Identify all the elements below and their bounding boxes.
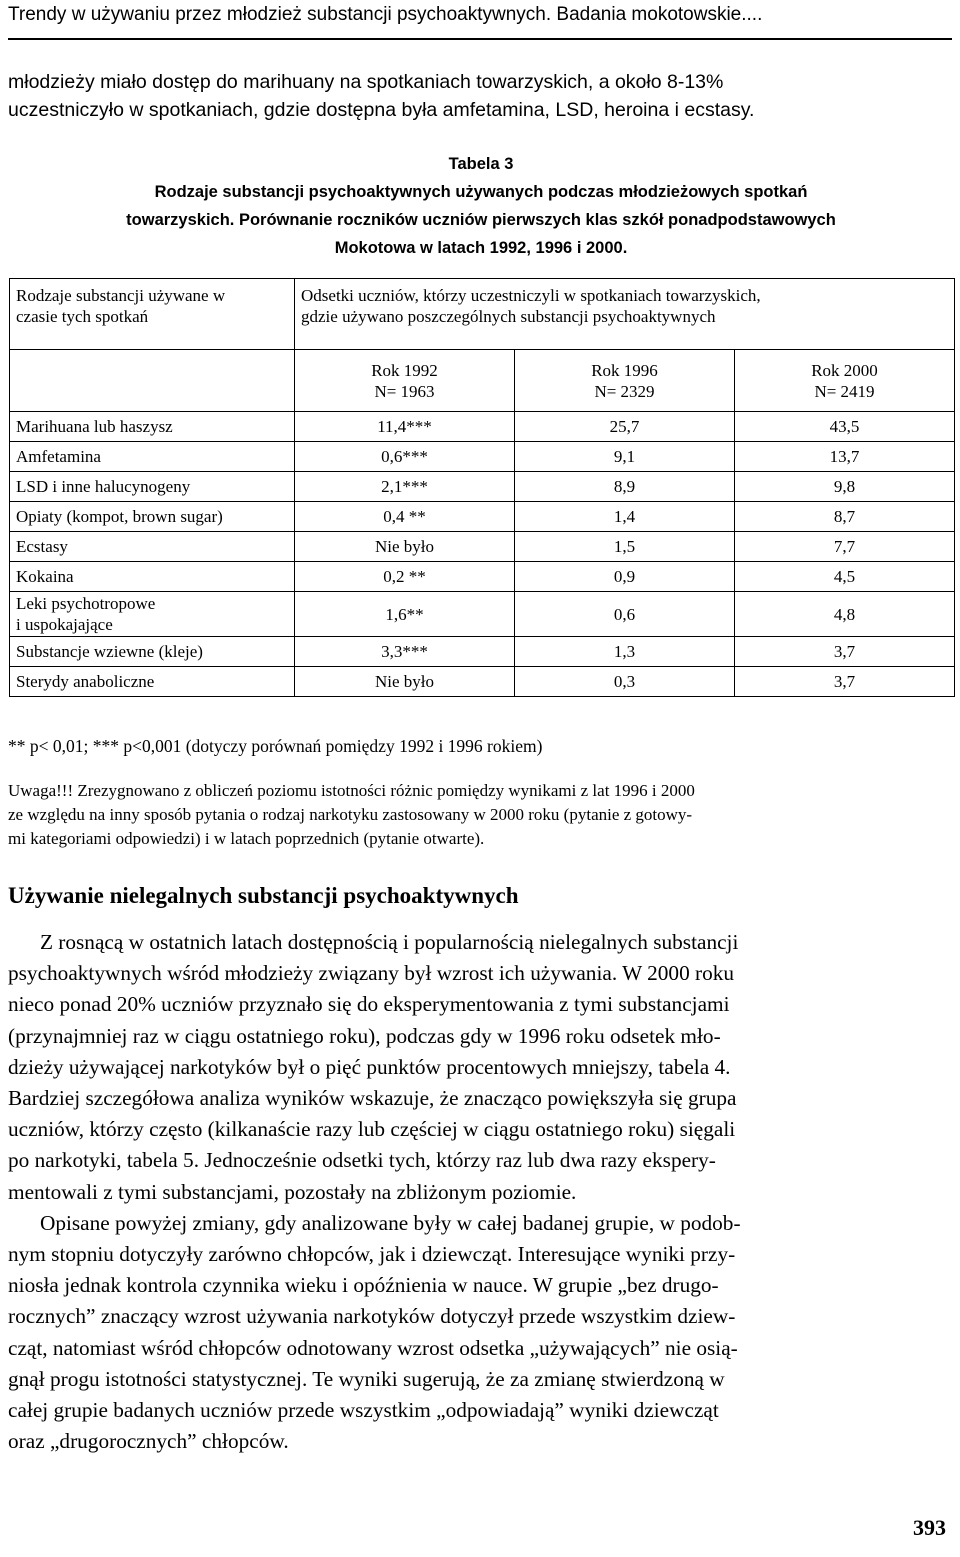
table-row [10, 562, 955, 592]
first-column-header [10, 279, 295, 350]
running-header: Trendy w używaniu przez młodzież substancji psychoaktywnych. Badania mokotowskie.... [8, 4, 763, 25]
body-line: Opisane powyżej zmiany, gdy analizowane były w całej badanej grupie, w podob- [8, 1210, 741, 1235]
substance-name: Amfetamina [10, 442, 295, 472]
value-1996: 0,9 [515, 562, 735, 592]
year-header-1996 [515, 350, 735, 412]
body-line: nieco ponad 20% uczniów przyznało się do eksperymentowania z tymi substancjami [8, 992, 730, 1017]
year-label: Rok 2000 [811, 360, 878, 380]
value-2000: 4,5 [735, 562, 955, 592]
value-2000: 43,5 [735, 412, 955, 442]
year-label: Rok 1992 [371, 360, 438, 380]
table-caption [8, 150, 954, 262]
sample-size: N= 2419 [814, 381, 875, 401]
value-1996: 0,3 [515, 667, 735, 697]
note-line: ze względu na inny sposób pytania o rodzaj narkotyku zastosowany w 2000 roku (pytanie z gotowy- [8, 805, 693, 824]
substance-name: Marihuana lub haszysz [10, 412, 295, 442]
substance-name: Sterydy anaboliczne [10, 667, 295, 697]
value-2000: 9,8 [735, 472, 955, 502]
value-2000: 7,7 [735, 532, 955, 562]
body-line: niosła jednak kontrola czynnika wieku i opóźnienia w nauce. W grupie „bez drugo- [8, 1273, 719, 1298]
table-header-row [10, 279, 955, 350]
intro-line: uczestniczyło w spotkaniach, gdzie dostępna była amfetamina, LSD, heroina i ecstasy. [8, 99, 755, 121]
substance-name: LSD i inne halucynogeny [10, 472, 295, 502]
value-2000: 3,7 [735, 637, 955, 667]
sample-size: N= 2329 [594, 381, 655, 401]
header-text: Rodzaje substancji używane w [16, 286, 226, 305]
substances-table [9, 278, 955, 697]
note-line: mi kategoriami odpowiedzi) i w latach poprzednich (pytanie otwarte). [8, 829, 485, 848]
value-1992: 11,4*** [295, 412, 515, 442]
body-line: rocznych” znaczący wzrost używania narkotyków dotyczył przede wszystkim dziew- [8, 1304, 736, 1329]
table-row [10, 532, 955, 562]
value-1992: 0,4 ** [295, 502, 515, 532]
table-row [10, 592, 955, 637]
intro-line: młodzieży miało dostęp do marihuany na spotkaniach towarzyskich, a około 8-13% [8, 71, 724, 93]
value-1992: 3,3*** [295, 637, 515, 667]
value-1996: 25,7 [515, 412, 735, 442]
substance-name-line: i uspokajające [16, 615, 113, 634]
value-1996: 1,3 [515, 637, 735, 667]
table-title-line: Rodzaje substancji psychoaktywnych używanych podczas młodzieżowych spotkań [154, 183, 808, 201]
intro-paragraph [8, 68, 954, 124]
substance-name-line: Leki psychotropowe [16, 594, 156, 613]
header-text: gdzie używano poszczególnych substancji psychoaktywnych [301, 307, 716, 326]
group-column-header [295, 279, 955, 350]
substance-name: Ecstasy [10, 532, 295, 562]
year-header-2000 [735, 350, 955, 412]
body-line: nym stopniu dotyczyły zarówno chłopców, jak i dziewcząt. Interesujące wyniki przy- [8, 1242, 736, 1267]
header-text: czasie tych spotkań [16, 307, 149, 326]
body-line: gnął progu istotności statystycznej. Te wyniki sugerują, że za zmianę stwierdzoną w [8, 1366, 725, 1391]
value-1992: 0,6*** [295, 442, 515, 472]
body-line: po narkotyki, tabela 5. Jednocześnie odsetki tych, którzy raz lub dwa razy ekspery- [8, 1148, 716, 1173]
value-1996: 8,9 [515, 472, 735, 502]
substance-name [10, 592, 295, 637]
table-row [10, 502, 955, 532]
value-2000: 13,7 [735, 442, 955, 472]
table-row [10, 412, 955, 442]
table-row [10, 667, 955, 697]
section-body [8, 927, 954, 1457]
note-line: Uwaga!!! Zrezygnowano z obliczeń poziomu istotności różnic pomiędzy wynikami z lat 1996 i 2000 [8, 781, 695, 800]
year-header-1992 [295, 350, 515, 412]
value-1992: Nie było [295, 532, 515, 562]
body-line: mentowali z tymi substancjami, pozostały na zbliżonym poziomie. [8, 1179, 577, 1204]
table-row [10, 442, 955, 472]
table-title-line: Mokotowa w latach 1992, 1996 i 2000. [334, 239, 628, 257]
value-1992: Nie było [295, 667, 515, 697]
value-1996: 0,6 [515, 592, 735, 637]
page-number: 393 [913, 1515, 946, 1540]
table-label: Tabela 3 [448, 155, 514, 173]
year-label: Rok 1996 [591, 360, 658, 380]
value-2000: 3,7 [735, 667, 955, 697]
substance-name: Opiaty (kompot, brown sugar) [10, 502, 295, 532]
table-footnote: ** p< 0,01; *** p<0,001 (dotyczy porównań pomiędzy 1992 i 1996 rokiem) [8, 736, 543, 756]
table-note [8, 779, 954, 851]
value-2000: 4,8 [735, 592, 955, 637]
value-2000: 8,7 [735, 502, 955, 532]
header-rule [8, 38, 952, 40]
header-text: Odsetki uczniów, którzy uczestniczyli w spotkaniach towarzyskich, [301, 286, 761, 305]
table-row [10, 637, 955, 667]
substance-name: Kokaina [10, 562, 295, 592]
sample-size: N= 1963 [374, 381, 435, 401]
value-1996: 1,5 [515, 532, 735, 562]
body-line: cząt, natomiast wśród chłopców odnotowany wzrost odsetka „używających” nie osią- [8, 1335, 738, 1360]
year-header-row [10, 350, 955, 412]
value-1992: 1,6** [295, 592, 515, 637]
value-1992: 0,2 ** [295, 562, 515, 592]
table-title-line: towarzyskich. Porównanie roczników uczniów pierwszych klas szkół ponadpodstawowych [126, 211, 836, 229]
body-line: psychoaktywnych wśród młodzieży związany był wzrost ich używania. W 2000 roku [8, 961, 735, 986]
body-line: (przynajmniej raz w ciągu ostatniego roku), podczas gdy w 1996 roku odsetek mło- [8, 1023, 721, 1048]
body-line: dzieży używającej narkotyków był o pięć punktów procentowych mniejszy, tabela 4. [8, 1054, 731, 1079]
section-heading: Używanie nielegalnych substancji psychoaktywnych [8, 883, 519, 908]
body-line: całej grupie badanych uczniów przede wszystkim „odpowiadają” wyniki dziewcząt [8, 1398, 719, 1423]
value-1996: 1,4 [515, 502, 735, 532]
empty-header-cell [10, 350, 295, 412]
body-line: uczniów, którzy często (kilkanaście razy lub częściej w ciągu ostatniego roku) sięgali [8, 1117, 736, 1142]
value-1992: 2,1*** [295, 472, 515, 502]
body-line: Z rosnącą w ostatnich latach dostępnością i popularnością nielegalnych substancji [8, 930, 739, 954]
value-1996: 9,1 [515, 442, 735, 472]
table-row [10, 472, 955, 502]
body-line: oraz „drugorocznych” chłopców. [8, 1429, 289, 1454]
substance-name: Substancje wziewne (kleje) [10, 637, 295, 667]
body-line: Bardziej szczegółowa analiza wyników wskazuje, że znacząco powiększyła się grupa [8, 1086, 737, 1111]
